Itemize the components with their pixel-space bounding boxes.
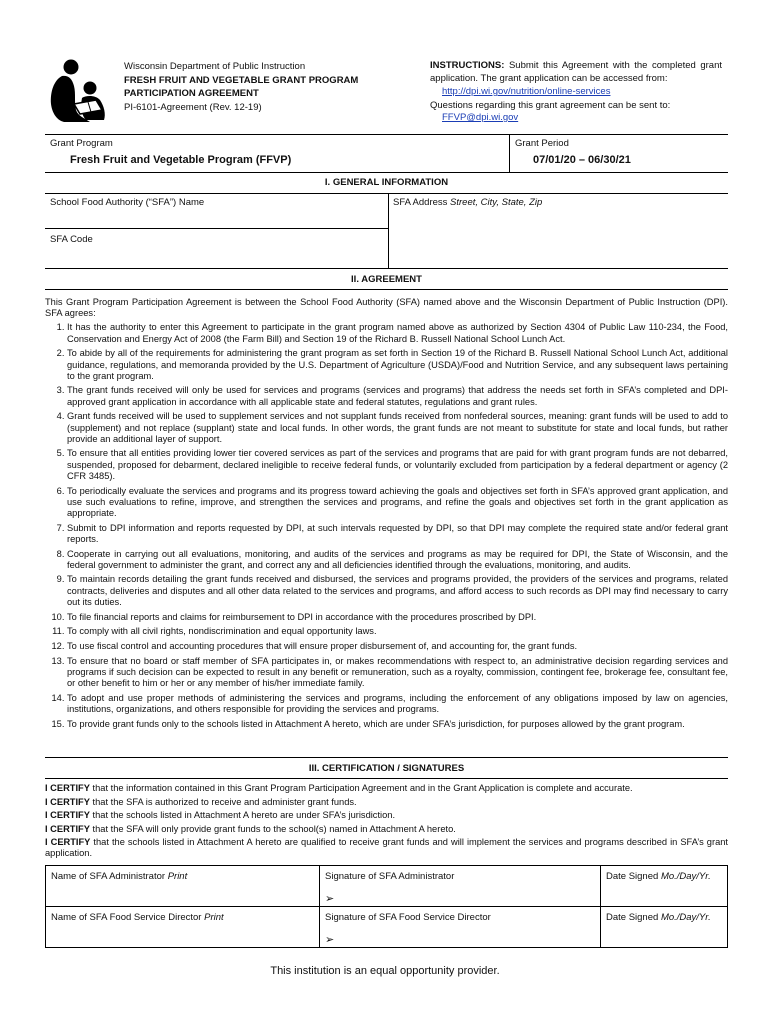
director-name-label: Name of SFA Food Service Director [51,912,202,923]
administrator-date-field[interactable] [601,866,728,907]
director-signature-label: Signature of SFA Food Service Director [325,912,491,923]
agreement-item: 12. To use fiscal control and accounting procedures that will ensure proper disbursement of, and accounting for, the grant funds. [67,641,728,652]
agreement-item: 10. To file financial reports and claims for reimbursement to DPI in accordance with the procedures proscribed by DPI. [67,612,728,623]
agreement-item: 8. Cooperate in carrying out all evaluations, monitoring, and audits of the services and programs as may be required for DPI, the State of Wisconsin, and the federal government to administer the grant, and correct any and all deficiencies identified through the evaluations, monitoring, and audits. [67,549,728,571]
certify-word: I CERTIFY [45,824,90,835]
certify-text: that the SFA is authorized to receive and administer grant funds. [92,796,357,807]
certify-word: I CERTIFY [45,810,90,821]
administrator-name-label: Name of SFA Administrator [51,871,166,882]
program-title: FRESH FRUIT AND VEGETABLE GRANT PROGRAM [124,74,359,86]
questions-email-link[interactable]: FFVP@dpi.wi.gov [442,112,519,123]
equal-opportunity-statement: This institution is an equal opportunity provider. [270,965,500,977]
signature-table [45,865,728,948]
agreement-title: II. AGREEMENT [351,274,422,285]
sfa-code-label: SFA Code [50,234,93,245]
print-hint: Print [204,912,224,923]
form-header [124,60,358,114]
certify-statement [45,809,728,823]
date-signed-label: Date Signed [606,871,659,882]
agreement-item: 5. To ensure that all entities providing lower tier covered services as part of the services and programs that are paid for with grant program funds are not debarred, suspended, proposed for debarment, declared ineligible to receive federal funds, or voluntarily excluded from participation by a federal department or agency (2 CFR 3485). [67,448,728,482]
date-format-hint: Mo./Day/Yr. [660,871,711,882]
director-date-field[interactable] [601,907,728,948]
director-signature-field[interactable] [320,907,601,948]
sign-here-arrow-icon: ➢ [325,893,335,905]
form-title: PARTICIPATION AGREEMENT [124,88,259,99]
administrator-name-field[interactable] [46,866,320,907]
sfa-address-hint: Street, City, State, Zip [450,197,543,208]
grant-program-value[interactable]: Fresh Fruit and Vegetable Program (FFVP) [70,154,292,166]
certify-text: that the information contained in this Grant Program Participation Agreement and in the Grant Application is complete and accurate. [92,783,633,793]
director-name-field[interactable] [46,907,320,948]
date-signed-label: Date Signed [606,912,659,923]
certify-statement [45,823,728,837]
instructions-link[interactable]: http://dpi.wi.gov/nutrition/online-services [442,86,611,97]
sfa-address-label: SFA Address [393,197,448,208]
certify-text: that the schools listed in Attachment A hereto are under SFA’s jurisdiction. [92,810,396,821]
agreement-item: 13. To ensure that no board or staff member of SFA participates in, or makes recommendations with respect to, an administrative decision regarding services and programs if such decision can be expected to result in any benefit or remuneration, such as a royalty, commission, contingent fee, brokerage fee, consultant fee, or other benefit to him or her or any member of his/her immediate family. [67,656,728,690]
print-hint: Print [167,871,188,882]
agreement-item: 9. To maintain records detailing the grant funds received and disbursed, the services and programs provided, the providers of the services and programs, related contracts, deliveries and disputes and all other data related to the services and programs, and afford access to such records as DPI may find necessary to carry out its duties. [67,574,728,608]
certify-word: I CERTIFY [45,783,90,793]
agreement-list [45,322,728,730]
agreement-item: 15. To provide grant funds only to the schools listed in Attachment A hereto, which are under SFA’s jurisdiction, for purposes allowed by the grant program. [67,719,728,730]
general-info-title: I. GENERAL INFORMATION [324,177,449,188]
agreement-item: 2. To abide by all of the requirements for administering the grant program as set forth in Section 19 of the Richard B. Russell National School Lunch Act, additional guidance, regulations, and memoranda provided by the U.S. Department of Agriculture (USDA)/Food and Nutrition Service, and any subsequent laws pertaining to the grant program. [67,348,728,382]
adult-reading-to-child-icon [46,58,114,126]
agreement-body [45,297,728,733]
administrator-signature-label: Signature of SFA Administrator [325,871,455,882]
agreement-item: 3. The grant funds received will only be used for services and programs (services and programs) that address the needs set forth in SFA’s completed and DPI-approved grant application in accordance with all applicable state and federal statutes, regulations and grant rules. [67,385,728,407]
grant-program-label: Grant Program [50,138,113,149]
sign-here-arrow-icon: ➢ [325,934,335,946]
certify-text: that the SFA will only provide grant funds to the school(s) named in Attachment A hereto. [92,824,456,835]
agreement-item: 6. To periodically evaluate the services and programs and its progress toward achieving the goals and objectives set forth in SFA’s approved grant application, and use such evaluations to refine, improve, and strengthen the services and programs, and refine the goals and objectives set forth in the grant application as appropriate. [67,486,728,520]
agreement-item: 1. It has the authority to enter this Agreement to participate in the grant program named above as authorized by Section 4304 of Public Law 110-234, the Food, Conservation and Energy Act of 2008 (the Farm Bill) and Section 19 of the Richard B. Russell National School Lunch Act. [67,322,728,344]
agreement-intro: This Grant Program Participation Agreement is between the School Food Authority (SFA) named above and the Wisconsin Department of Public Instruction (DPI). SFA agrees: [45,297,728,319]
instructions-block [430,60,722,125]
agency-name: Wisconsin Department of Public Instruction [124,61,306,72]
agreement-item: 11. To comply with all civil rights, nondiscrimination and equal opportunity laws. [67,626,728,637]
grant-period-value[interactable]: 07/01/20 – 06/30/21 [533,154,631,166]
form-number: PI-6101-Agreement (Rev. 12-19) [124,101,262,113]
sfa-name-label: School Food Authority (“SFA”) Name [50,197,205,208]
instructions-text: Submit this Agreement with the completed grant application. The grant application can be accessed from: [430,60,723,84]
administrator-signature-field[interactable] [320,866,601,907]
agreement-item: 7. Submit to DPI information and reports requested by DPI, at such intervals requested by DPI, so that DPI may complete the required state and/or federal grant reports. [67,523,728,545]
agreement-item: 4. Grant funds received will be used to supplement services and not supplant funds received from nonfederal sources, meaning: grant funds will be used to add to (supplement) and not replace (supplant) state and local funds. In other words, the grant funds are not meant to substitute for state and local funds, but rather provide an additional layer of support. [67,411,728,445]
certify-statement [45,837,728,860]
certify-statement [45,782,728,796]
certification-title: III. CERTIFICATION / SIGNATURES [308,763,465,774]
certify-word: I CERTIFY [45,836,91,847]
certify-word: I CERTIFY [45,796,90,807]
instructions-label: INSTRUCTIONS: [430,60,505,71]
certify-text: that the schools listed in Attachment A hereto are qualified to receive grant funds and will implement the services and programs described in SFA’s grant application. [45,836,729,859]
sfa-name-field[interactable] [50,197,204,208]
date-format-hint: Mo./Day/Yr. [660,912,711,923]
agreement-item: 14. To adopt and use proper methods of administering the services and programs, including the enforcement of any obligations imposed by law on agencies, institutions, organizations, and others responsible for providing the services and programs. [67,693,728,715]
certification-statements [45,782,728,860]
sfa-code-field[interactable] [50,234,93,245]
grant-period-label: Grant Period [515,138,569,149]
sfa-address-field[interactable] [393,197,542,208]
certify-statement [45,796,728,810]
questions-text: Questions regarding this grant agreement can be sent to: [430,99,671,111]
